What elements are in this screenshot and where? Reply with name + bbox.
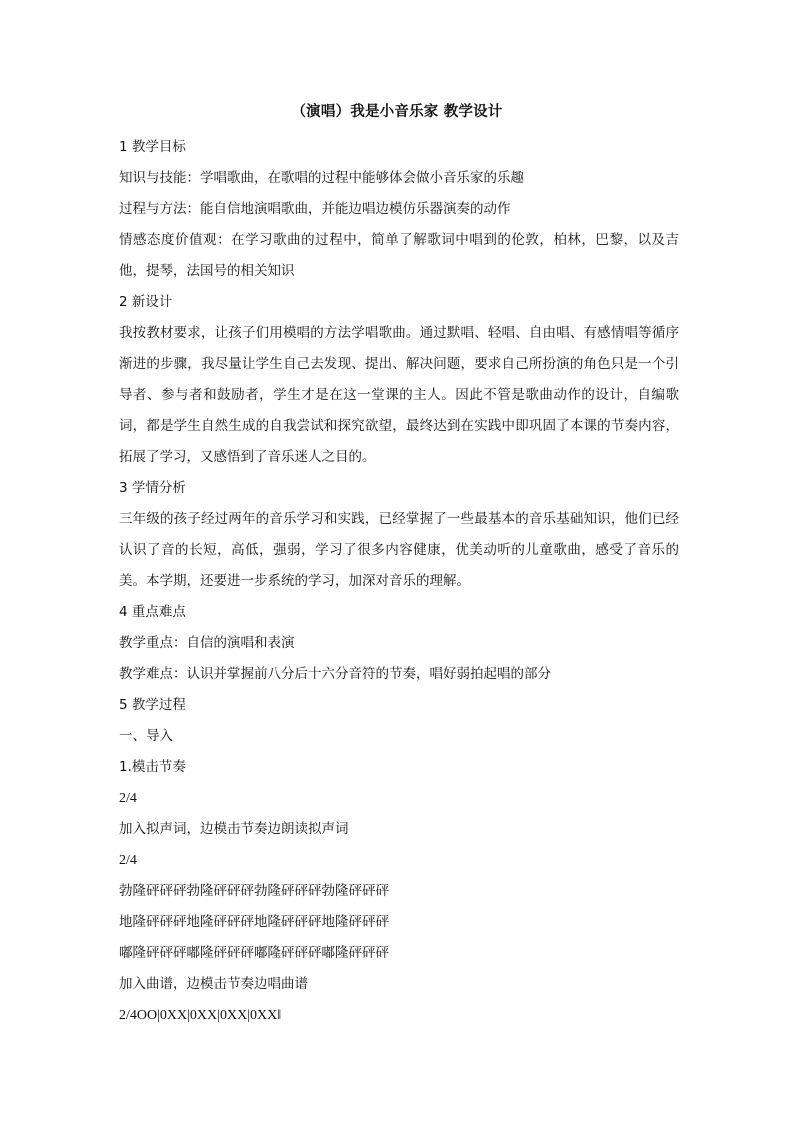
instruction-onomatopoeia: 加入拟声词，边模击节奏边朗读拟声词 <box>119 821 349 837</box>
paragraph-key-point: 教学重点：自信的演唱和表演 <box>119 635 295 651</box>
section-heading-new-design: 2 新设计 <box>119 294 173 310</box>
paragraph-difficult-point: 教学难点：认识并掌握前八分后十六分音符的节奏，唱好弱拍起唱的部分 <box>119 666 551 682</box>
time-signature-1: 2/4 <box>119 791 137 806</box>
paragraph-knowledge-skills: 知识与技能：学唱歌曲，在歌唱的过程中能够体会做小音乐家的乐趣 <box>119 170 524 186</box>
paragraph-new-design: 我按教材要求，让孩子们用模唱的方法学唱歌曲。通过默唱、轻唱、自由唱、有感情唱等循序渐进的步骤，我尽量让学生自己去发现、提出、解决问题，要求自己所扮演的角色只是一个引导者、参与者和鼓励者，学生才是在这一堂课的主人。因此不管是歌曲动作的设计，自编歌词，都是学生自然生成的自我尝试和探究欲望，最终达到在实践中即巩固了本课的节奏内容，拓展了学习，又感悟到了音乐迷人之目的。 <box>119 325 679 465</box>
rhythm-line-bo: 勃隆砰砰砰勃隆砰砰砰勃隆砰砰砰勃隆砰砰砰 <box>119 883 389 899</box>
section-heading-teaching-process: 5 教学过程 <box>119 697 186 713</box>
document-body <box>119 132 679 1031</box>
rhythm-notation: 2/4OO|0XX|0XX|0XX|0XX‖ <box>119 1008 282 1023</box>
document-title: （演唱）我是小音乐家 教学设计 <box>291 104 503 120</box>
step-rhythm-clapping: 1.模击节奏 <box>119 759 186 775</box>
time-signature-2: 2/4 <box>119 853 137 868</box>
rhythm-line-du: 嘟隆砰砰砰嘟隆砰砰砰嘟隆砰砰砰嘟隆砰砰砰 <box>119 945 389 961</box>
paragraph-learning-analysis: 三年级的孩子经过两年的音乐学习和实践，已经掌握了一些最基本的音乐基础知识，他们已经认识了音的长短，高低，强弱，学习了很多内容健康，优美动听的儿童歌曲，感受了音乐的美。本学期，还要进一步系统的学习，加深对音乐的理解。 <box>119 511 679 589</box>
instruction-score: 加入曲谱，边模击节奏边唱曲谱 <box>119 976 308 992</box>
paragraph-process-methods: 过程与方法：能自信地演唱歌曲，并能边唱边模仿乐器演奏的动作 <box>119 201 511 217</box>
section-heading-key-points: 4 重点难点 <box>119 604 186 620</box>
paragraph-emotion-values: 情感态度价值观：在学习歌曲的过程中，简单了解歌词中唱到的伦敦，柏林，巴黎，以及吉他，提琴，法国号的相关知识 <box>119 232 679 279</box>
rhythm-line-di: 地隆砰砰砰地隆砰砰砰地隆砰砰砰地隆砰砰砰 <box>119 914 389 930</box>
subheading-introduction: 一、导入 <box>119 728 173 744</box>
section-heading-objectives: 1 教学目标 <box>119 139 186 155</box>
section-heading-learning-analysis: 3 学情分析 <box>119 480 186 496</box>
